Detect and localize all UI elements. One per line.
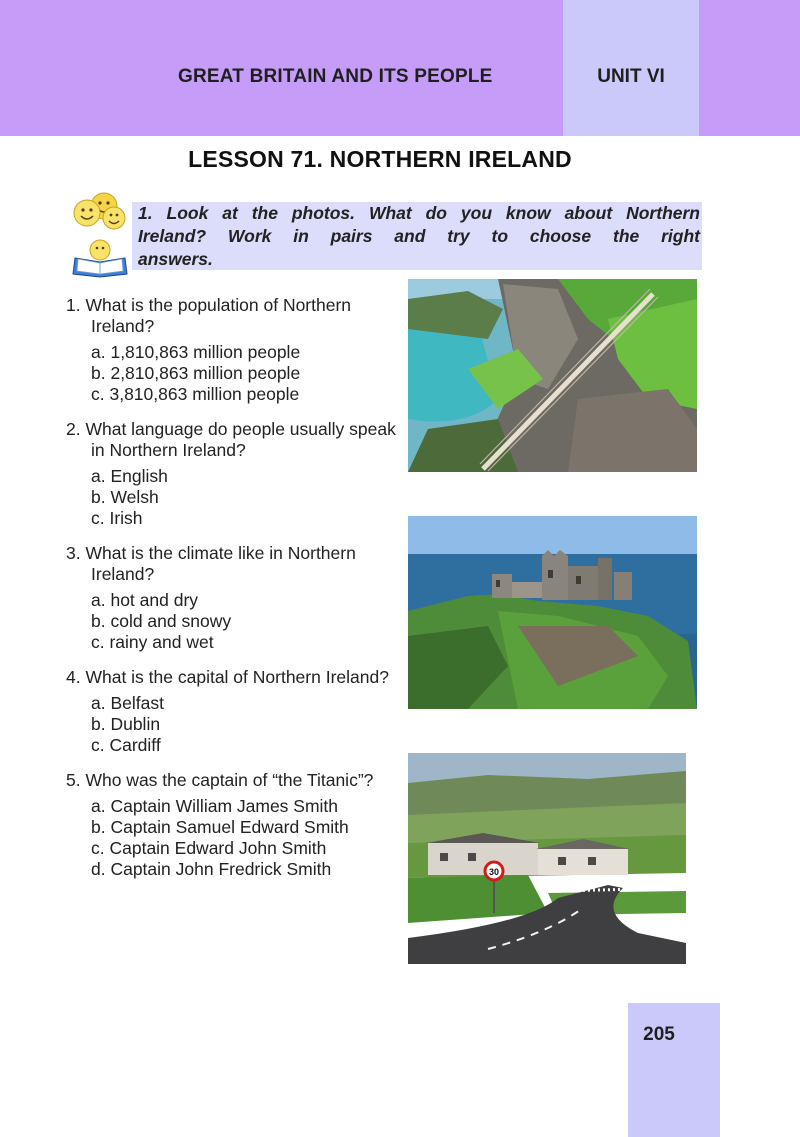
answer-option: a. English [91,466,168,486]
answer-option: b. Welsh [91,487,159,507]
question-text: 1. What is the population of Northern Ireland? [66,295,352,336]
question-1 [66,295,406,405]
question-2 [66,419,406,529]
question-5 [66,770,406,880]
answer-option: c. Cardiff [91,735,161,755]
question-text: 3. What is the climate like in Northern Ireland? [66,543,356,584]
task-line-3: answers. [138,249,213,269]
pair-work-reading-icon [70,186,134,278]
task-line-1: 1. Look at the photos. What do you know about Northern [138,203,700,223]
lesson-title: LESSON 71. NORTHERN IRELAND [188,146,572,172]
question-3 [66,543,406,653]
answer-options [66,342,406,405]
question-4 [66,667,406,756]
answer-options [66,796,406,880]
question-text: 5. Who was the captain of “the Titanic”? [66,770,374,790]
answer-option: b. cold and snowy [91,611,232,631]
answer-option: c. 3,810,863 million people [91,384,300,404]
question-list [66,295,406,894]
answer-option: c. rainy and wet [91,632,214,652]
question-text: 2. What language do people usually speak in Northern Ireland? [66,419,396,460]
answer-option: a. Belfast [91,693,164,713]
answer-option: b. 2,810,863 million people [91,363,301,383]
photo-rope-bridge [408,279,697,472]
photo-village-road [408,753,686,964]
chapter-title: GREAT BRITAIN AND ITS PEOPLE [178,66,493,87]
answer-option: b. Dublin [91,714,161,734]
answer-options [66,466,406,529]
photo-castle-ruins [408,516,697,709]
answer-option: d. Captain John Fredrick Smith [91,859,332,879]
answer-options [66,590,406,653]
answer-option: c. Captain Edward John Smith [91,838,327,858]
speed-limit-sign: 30 [488,867,500,877]
answer-options [66,693,406,756]
answer-option: b. Captain Samuel Edward Smith [91,817,349,837]
task-line-2: Ireland? Work in pairs and try to choose the right [138,226,700,246]
unit-label: UNIT VI [597,66,665,87]
answer-option: a. hot and dry [91,590,199,610]
answer-option: a. Captain William James Smith [91,796,339,816]
answer-option: a. 1,810,863 million people [91,342,301,362]
task-instruction [138,202,700,271]
answer-option: c. Irish [91,508,143,528]
question-text: 4. What is the capital of Northern Ireland? [66,667,389,687]
page-number: 205 [643,1024,675,1045]
